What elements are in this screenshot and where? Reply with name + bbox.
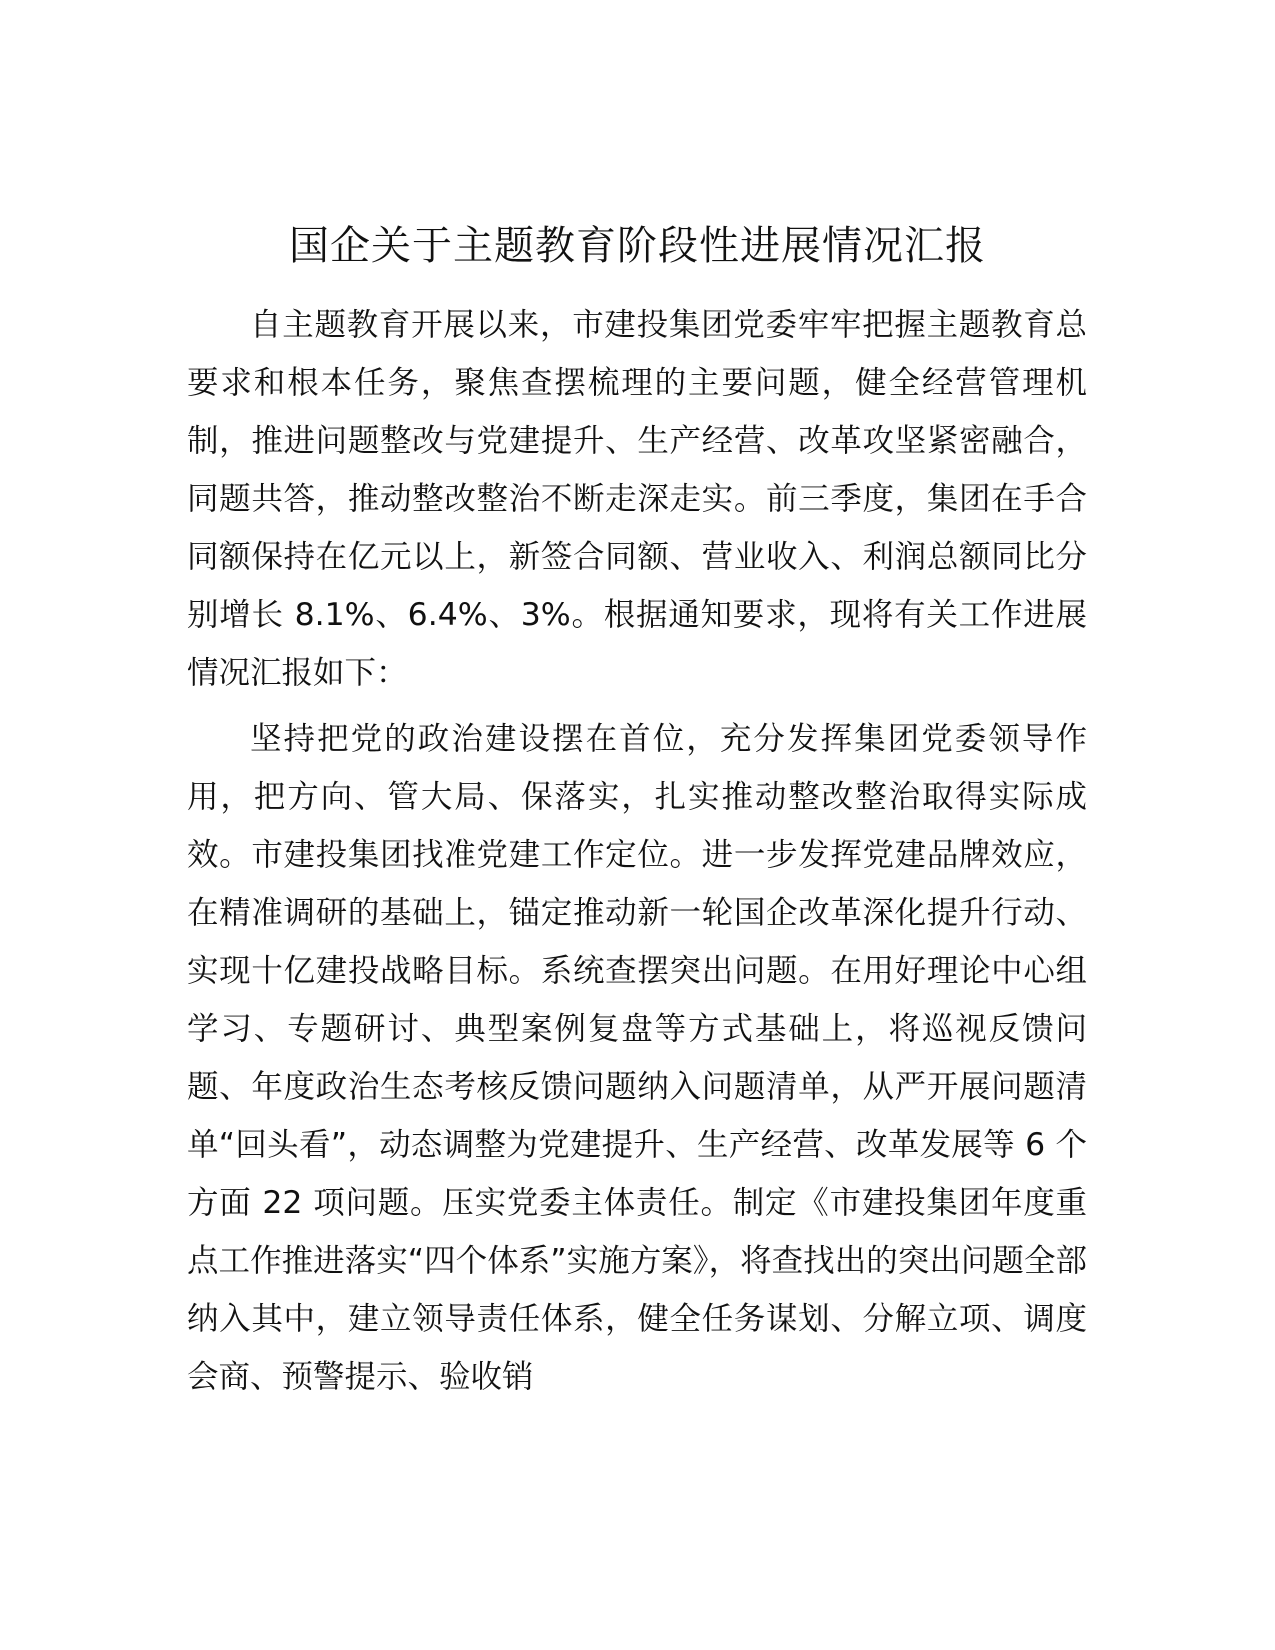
paragraph-political-construction: 坚持把党的政治建设摆在首位，充分发挥集团党委领导作用，把方向、管大局、保落实，扎实推动整改整治取得实际成效。市建投集团找准党建工作定位。进一步发挥党建品牌效应，在精准调研的基础上，锚定推动新一轮国企改革深化提升行动、实现十亿建投战略目标。系统查摆突出问题。在用好理论中心组学习、专题研讨、典型案例复盘等方式基础上，将巡视反馈问题、年度政治生态考核反馈问题纳入问题清单，从严开展问题清单“回头看”，动态调整为党建提升、生产经营、改革发展等 6 个方面 22 项问题。压实党委主体责任。制定《市建投集团年度重点工作推进落实“四个体系”实施方案》，将查找出的突出问题全部纳入其中，建立领导责任体系，健全任务谋划、分解立项、调度会商、预警提示、验收销 — [187, 721, 1087, 1395]
document-title: 国企关于主题教育阶段性进展情况汇报 — [289, 223, 986, 269]
document-body — [187, 296, 1087, 1414]
paragraph-intro: 自主题教育开展以来，市建投集团党委牢牢把握主题教育总要求和根本任务，聚焦查摆梳理的主要问题，健全经营管理机制，推进问题整改与党建提升、生产经营、改革攻坚紧密融合，同题共答，推动整改整治不断走深走实。前三季度，集团在手合同额保持在亿元以上，新签合同额、营业收入、利润总额同比分别增长 8.1%、6.4%、3%。根据通知要求，现将有关工作进展情况汇报如下： — [187, 307, 1087, 691]
